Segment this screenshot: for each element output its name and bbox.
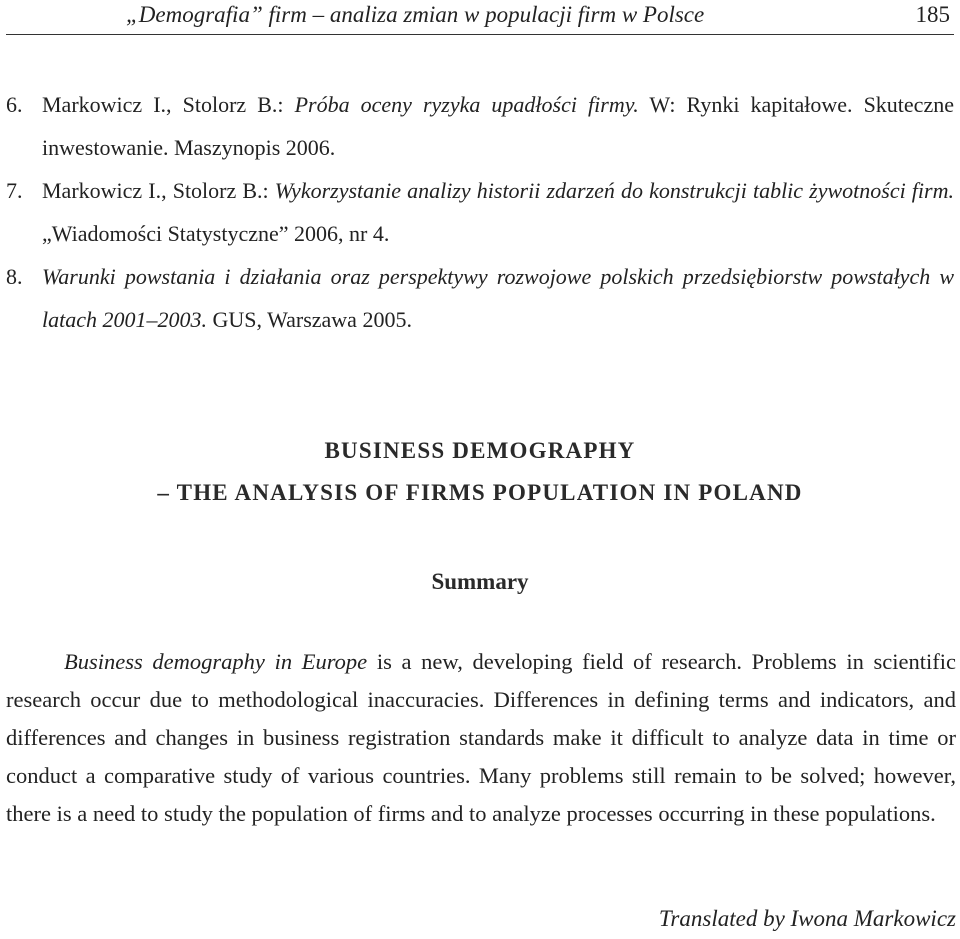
reference-source: W: Rynki kapitałowe. Skuteczne inwestowanie. Maszynopis 2006. bbox=[42, 92, 954, 160]
reference-title: Warunki powstania i działania oraz perspektywy rozwojowe polskich przedsiębiorstw powstałych w latach 2001–2003. bbox=[42, 264, 954, 332]
english-title-line-1: BUSINESS DEMOGRAPHY bbox=[324, 438, 636, 463]
summary-paragraph bbox=[6, 643, 956, 833]
english-title bbox=[6, 430, 954, 514]
reference-authors: Markowicz I., Stolorz B.: bbox=[42, 92, 295, 117]
reference-list bbox=[6, 83, 954, 341]
running-header bbox=[6, 0, 954, 35]
english-title-line-2: – THE ANALYSIS OF FIRMS POPULATION IN POLAND bbox=[157, 480, 803, 505]
reference-item bbox=[6, 83, 954, 169]
reference-item bbox=[6, 169, 954, 255]
page-number: 185 bbox=[915, 2, 950, 27]
reference-number: 8. bbox=[6, 264, 23, 289]
summary-body: is a new, developing field of research. Problems in scientific research occur due to methodological inaccuracies. Differences in defining terms and indicators, and differences and changes in business registration standards make it difficult to analyze data in time or conduct a comparative study of various countries. Many problems still remain to be solved; however, there is a need to study the population of firms and to analyze processes occurring in these populations. bbox=[6, 649, 956, 826]
reference-source: GUS, Warszawa 2005. bbox=[207, 307, 412, 332]
reference-number: 6. bbox=[6, 92, 23, 117]
running-header-title: „Demografia” firm – analiza zmian w populacji firm w Polsce bbox=[126, 2, 705, 27]
reference-title: Wykorzystanie analizy historii zdarzeń do konstrukcji tablic żywotności firm. bbox=[274, 178, 954, 203]
reference-authors: Markowicz I., Stolorz B.: bbox=[42, 178, 275, 203]
reference-item bbox=[6, 255, 954, 341]
reference-title: Próba oceny ryzyka upadłości firmy. bbox=[294, 92, 639, 117]
summary-lead-italic: Business demography in Europe bbox=[64, 649, 368, 674]
translator-credit: Translated by Iwona Markowicz bbox=[658, 906, 956, 931]
reference-source: „Wiadomości Statystyczne” 2006, nr 4. bbox=[42, 221, 390, 246]
summary-heading: Summary bbox=[431, 569, 529, 594]
reference-number: 7. bbox=[6, 178, 23, 203]
